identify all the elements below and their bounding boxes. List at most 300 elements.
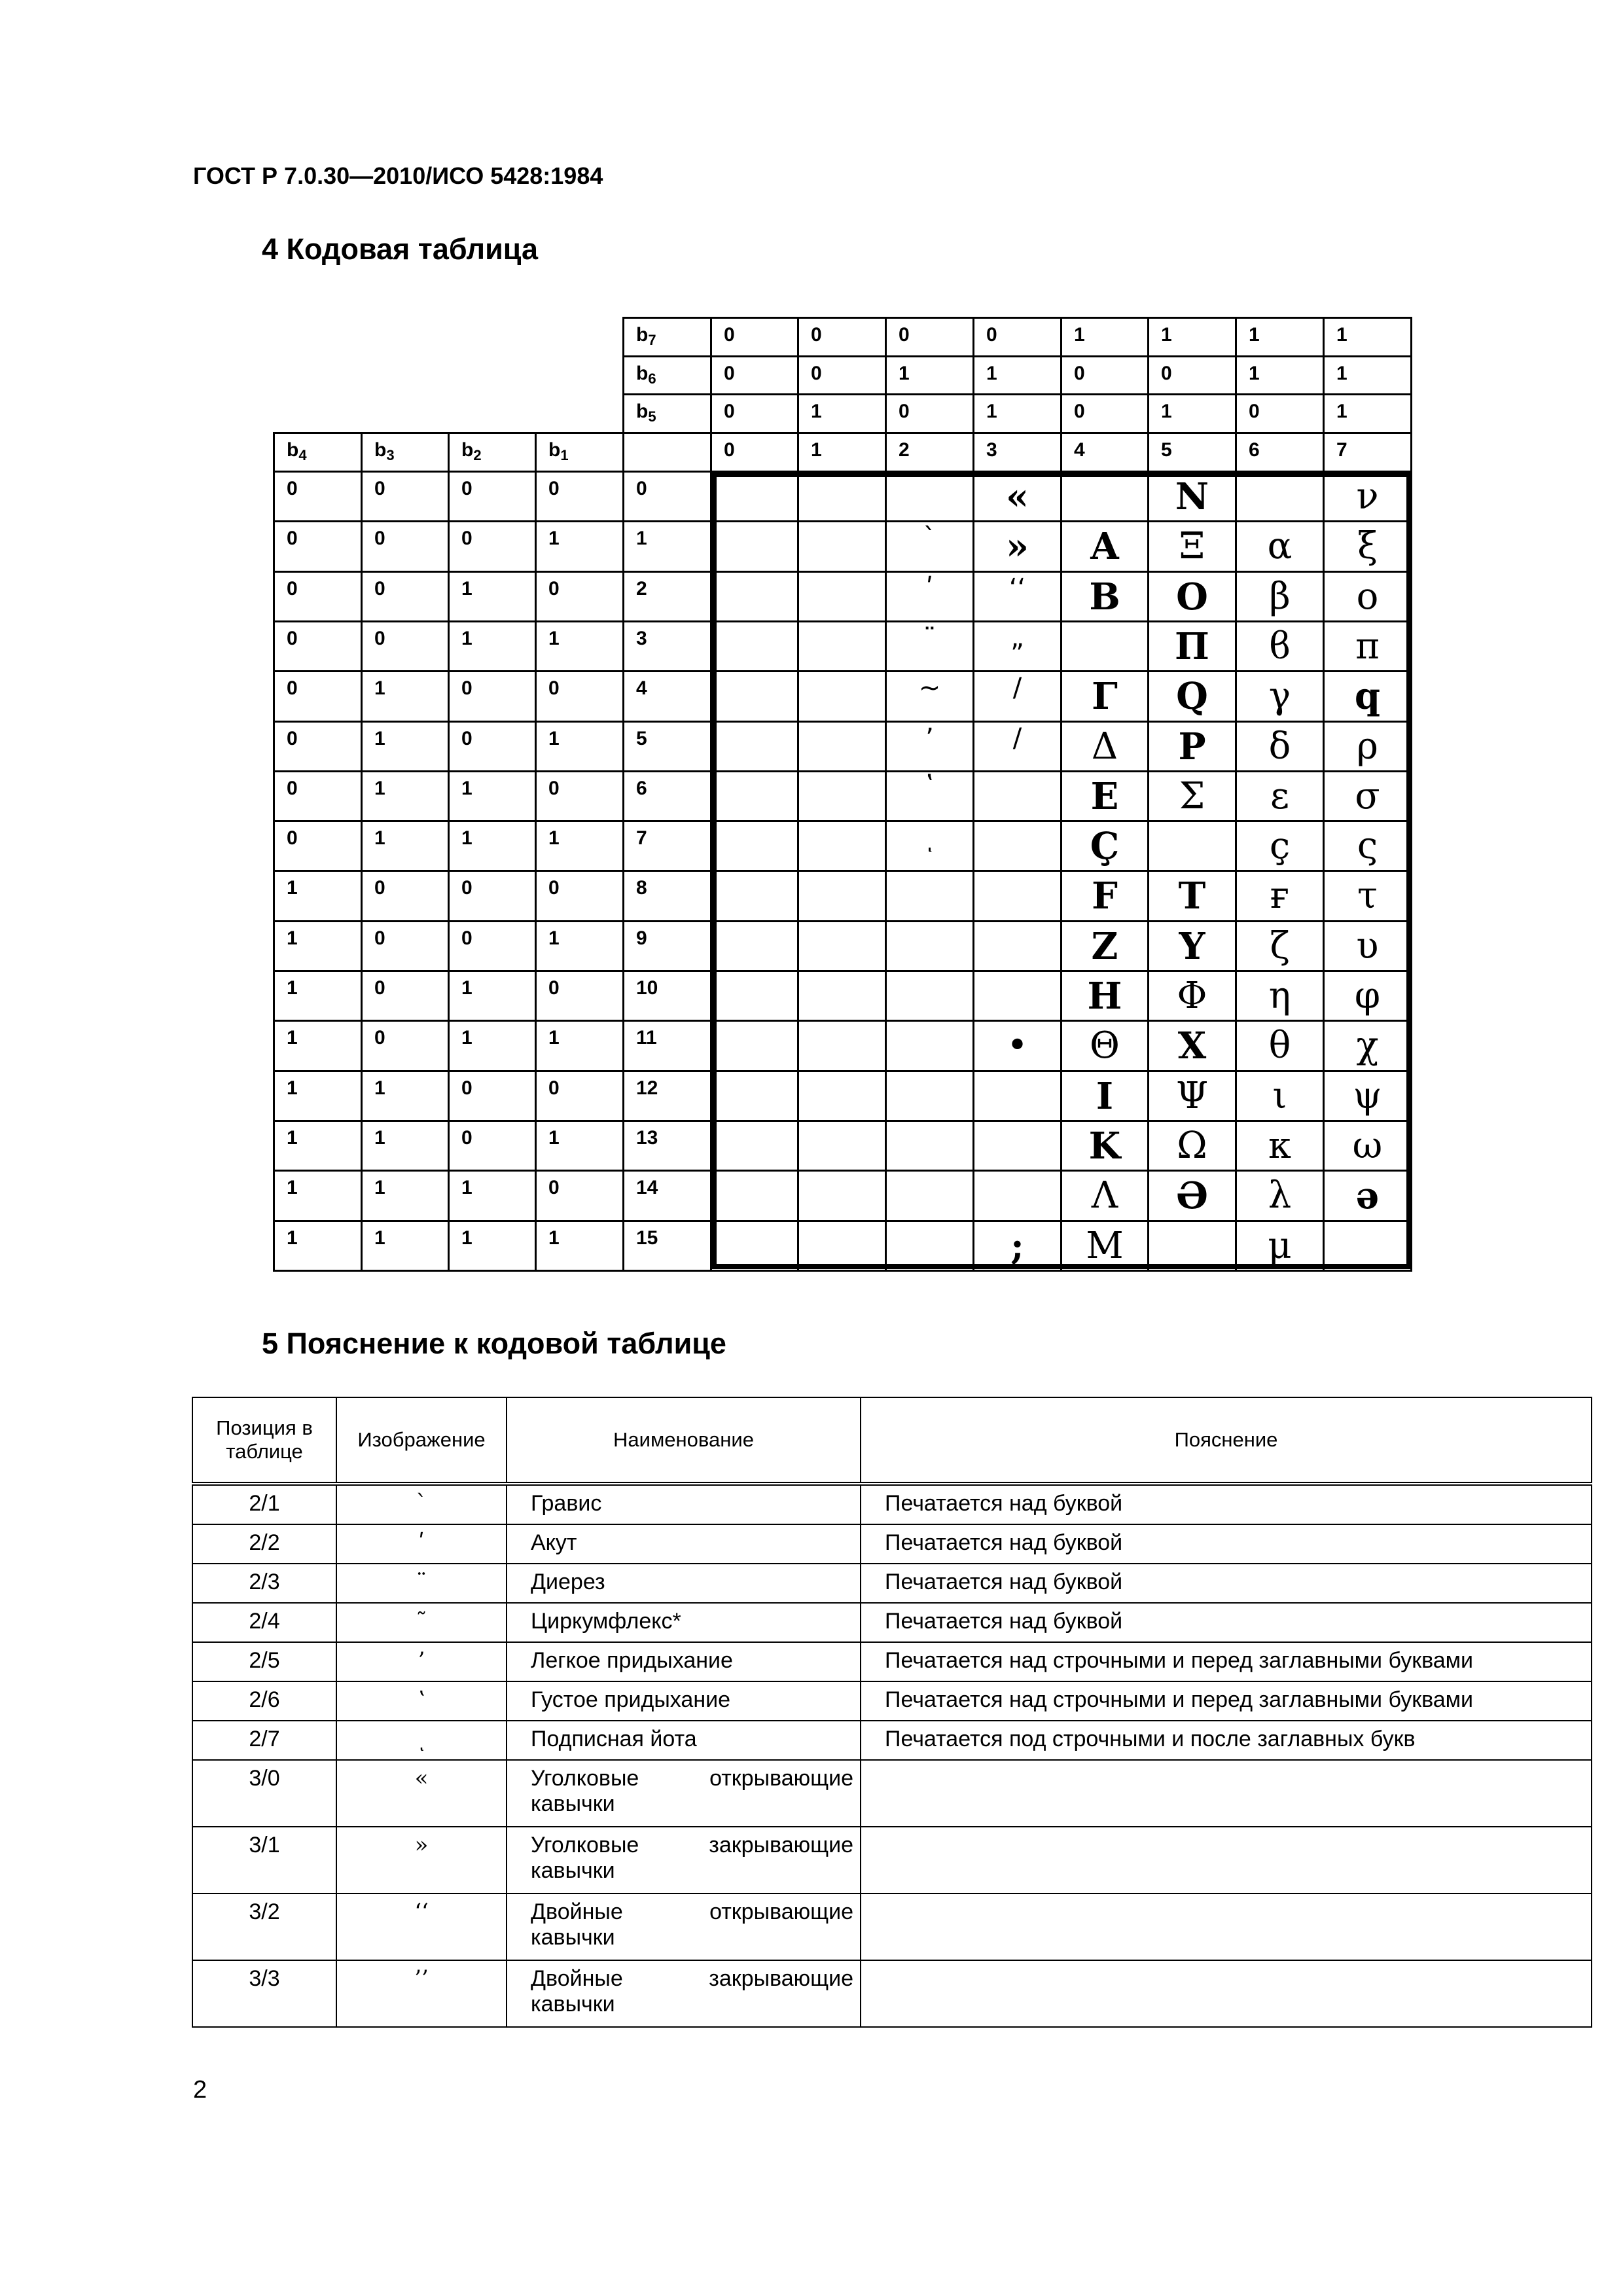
- row-bit: 1: [273, 920, 363, 972]
- glyph-cell: Λ: [1060, 1170, 1149, 1222]
- glyph-cell: λ: [1235, 1170, 1325, 1222]
- document-header: ГОСТ Р 7.0.30—2010/ИСО 5428:1984: [193, 162, 603, 189]
- position-cell: 2/6: [192, 1681, 336, 1721]
- name-cell: Акут: [507, 1524, 861, 1564]
- row-number: 13: [622, 1120, 712, 1172]
- empty-glyph-cell: [710, 920, 799, 972]
- empty-glyph-cell: [710, 721, 799, 772]
- glyph-cell: Ρ: [1147, 721, 1237, 772]
- header-explanation: Пояснение: [861, 1397, 1592, 1484]
- row-number: 2: [622, 571, 712, 622]
- row-number: 1: [622, 520, 712, 573]
- position-cell: 3/0: [192, 1760, 336, 1827]
- row-bit: 1: [361, 1220, 450, 1272]
- glyph-cell: Σ: [1147, 770, 1237, 822]
- table-row: [192, 1603, 1592, 1642]
- empty-glyph-cell: [972, 770, 1062, 822]
- empty-glyph-cell: [1060, 471, 1149, 522]
- glyph-cell: ’: [885, 721, 974, 772]
- row-bit: 0: [361, 571, 450, 622]
- image-cell: »: [336, 1827, 507, 1893]
- row-bit: 1: [361, 820, 450, 872]
- row-bit: 1: [361, 721, 450, 772]
- empty-glyph-cell: [710, 520, 799, 573]
- glyph-cell: Υ: [1147, 920, 1237, 972]
- glyph-cell: Τ: [1147, 870, 1237, 922]
- row-bit: 1: [361, 1170, 450, 1222]
- row-bit: 0: [535, 970, 624, 1022]
- image-cell: ¨: [336, 1564, 507, 1603]
- image-cell: ˜: [336, 1603, 507, 1642]
- row-bit: 1: [361, 670, 450, 723]
- bit-value: 0: [972, 317, 1062, 357]
- glyph-cell: Μ: [1060, 1220, 1149, 1272]
- row-bit: 0: [361, 1020, 450, 1072]
- table-row: [192, 1484, 1592, 1524]
- row-bit: 0: [535, 1070, 624, 1122]
- glyph-cell: ο: [1323, 571, 1412, 622]
- empty-glyph-cell: [797, 471, 887, 522]
- row-bit: 0: [448, 520, 537, 573]
- image-cell: ’: [336, 1642, 507, 1681]
- row-bit: 1: [535, 721, 624, 772]
- image-cell: ʽ: [336, 1681, 507, 1721]
- glyph-cell: Κ: [1060, 1120, 1149, 1172]
- glyph-cell: ζ: [1235, 920, 1325, 972]
- empty-glyph-cell: [972, 1070, 1062, 1122]
- empty-glyph-cell: [710, 970, 799, 1022]
- row-bit: 0: [361, 970, 450, 1022]
- row-bit: 0: [535, 770, 624, 822]
- bit-label-b7: $b_7$: [622, 317, 712, 357]
- empty-glyph-cell: [710, 1070, 799, 1122]
- row-bit: 1: [273, 970, 363, 1022]
- bit-value: 1: [972, 393, 1062, 434]
- empty-glyph-cell: [885, 970, 974, 1022]
- explanation-cell: Печатается над буквой: [861, 1603, 1592, 1642]
- row-bit: 1: [535, 1220, 624, 1272]
- row-bit: 1: [448, 1170, 537, 1222]
- row-bit: 0: [361, 920, 450, 972]
- glyph-cell: ς: [1323, 820, 1412, 872]
- glyph-cell: γ: [1235, 670, 1325, 723]
- empty-glyph-cell: [797, 1170, 887, 1222]
- position-cell: 3/1: [192, 1827, 336, 1893]
- glyph-cell: Ε: [1060, 770, 1149, 822]
- bit-value: 0: [710, 393, 799, 434]
- empty-glyph-cell: [797, 1120, 887, 1172]
- explanation-cell: [861, 1827, 1592, 1893]
- bit-value: 1: [1323, 355, 1412, 395]
- name-cell: Циркумфлекс*: [507, 1603, 861, 1642]
- row-bit: 0: [273, 620, 363, 672]
- table-row: [192, 1524, 1592, 1564]
- glyph-cell: Π: [1147, 620, 1237, 672]
- bit-value: 1: [797, 393, 887, 434]
- glyph-cell: π: [1323, 620, 1412, 672]
- row-bit: 1: [273, 1070, 363, 1122]
- glyph-cell: χ: [1323, 1020, 1412, 1072]
- bit-value: 0: [710, 355, 799, 395]
- table-row: [192, 1681, 1592, 1721]
- header-name: Наименование: [507, 1397, 861, 1484]
- table-row: [192, 1721, 1592, 1760]
- row-number: 4: [622, 670, 712, 723]
- empty-glyph-cell: [797, 870, 887, 922]
- glyph-cell: ¨: [885, 620, 974, 672]
- empty-glyph-cell: [885, 1120, 974, 1172]
- glyph-cell: ‘‘: [972, 571, 1062, 622]
- bit-value: 1: [1235, 317, 1325, 357]
- bit-value: 1: [1323, 317, 1412, 357]
- glyph-cell: ~: [885, 670, 974, 723]
- bit-value: 1: [1147, 393, 1237, 434]
- empty-glyph-cell: [972, 970, 1062, 1022]
- glyph-cell: μ: [1235, 1220, 1325, 1272]
- header-position: Позиция в таблице: [192, 1397, 336, 1484]
- row-bit: 0: [535, 870, 624, 922]
- bit-label-b2: $b_2$: [448, 432, 537, 473]
- empty-glyph-cell: [885, 471, 974, 522]
- row-bit: 1: [535, 1020, 624, 1072]
- glyph-cell: Φ: [1147, 970, 1237, 1022]
- row-bit: 1: [448, 1220, 537, 1272]
- name-cell: Диерез: [507, 1564, 861, 1603]
- glyph-cell: κ: [1235, 1120, 1325, 1172]
- empty-glyph-cell: [1147, 820, 1237, 872]
- explanation-cell: Печатается над строчными и перед заглавными буквами: [861, 1681, 1592, 1721]
- row-bit: 1: [361, 770, 450, 822]
- bit-value: 1: [1235, 355, 1325, 395]
- row-bit: 1: [273, 1020, 363, 1072]
- image-cell: ‘‘: [336, 1893, 507, 1960]
- bit-value: 0: [1235, 393, 1325, 434]
- glyph-cell: ʹ: [885, 571, 974, 622]
- glyph-cell: »: [972, 520, 1062, 573]
- position-cell: 2/4: [192, 1603, 336, 1642]
- row-bit: 1: [448, 1020, 537, 1072]
- glyph-cell: F: [1060, 870, 1149, 922]
- name-cell: Уголковые закрывающие кавычки: [507, 1827, 861, 1893]
- empty-glyph-cell: [972, 820, 1062, 872]
- page-number: 2: [193, 2076, 207, 2104]
- name-cell: Подписная йота: [507, 1721, 861, 1760]
- image-cell: ’’: [336, 1960, 507, 2027]
- explanation-cell: Печатается над буквой: [861, 1524, 1592, 1564]
- glyph-cell: φ: [1323, 970, 1412, 1022]
- row-bit: 0: [361, 620, 450, 672]
- explanation-cell: Печатается над буквой: [861, 1564, 1592, 1603]
- glyph-cell: /: [972, 670, 1062, 723]
- glyph-cell: Ο: [1147, 571, 1237, 622]
- row-number: 7: [622, 820, 712, 872]
- row-bit: 1: [535, 820, 624, 872]
- header-image: Изображение: [336, 1397, 507, 1484]
- glyph-cell: ʽ: [885, 770, 974, 822]
- empty-glyph-cell: [797, 1220, 887, 1272]
- glyph-cell: Ω: [1147, 1120, 1237, 1172]
- row-number: 15: [622, 1220, 712, 1272]
- empty-glyph-cell: [885, 1070, 974, 1122]
- explanation-cell: [861, 1893, 1592, 1960]
- table-row: [192, 1893, 1592, 1960]
- glyph-cell: ͺ: [885, 820, 974, 872]
- position-cell: 3/3: [192, 1960, 336, 2027]
- row-number: 10: [622, 970, 712, 1022]
- column-number: 2: [885, 432, 974, 473]
- glyph-cell: υ: [1323, 920, 1412, 972]
- row-bit: 0: [273, 471, 363, 522]
- explanation-cell: [861, 1760, 1592, 1827]
- row-bit: 1: [448, 970, 537, 1022]
- glyph-cell: Δ: [1060, 721, 1149, 772]
- empty-glyph-cell: [797, 1020, 887, 1072]
- position-cell: 3/2: [192, 1893, 336, 1960]
- explanation-cell: [861, 1960, 1592, 2027]
- bit-label-b6: $b_6$: [622, 355, 712, 395]
- row-bit: 0: [535, 670, 624, 723]
- row-bit: 1: [535, 1120, 624, 1172]
- glyph-cell: Θ: [1060, 1020, 1149, 1072]
- bit-value: 0: [885, 393, 974, 434]
- explanation-table-header: [192, 1397, 1592, 1484]
- empty-glyph-cell: [885, 920, 974, 972]
- row-number: 6: [622, 770, 712, 822]
- empty-glyph-cell: [710, 1120, 799, 1172]
- glyph-cell: /: [972, 721, 1062, 772]
- empty-glyph-cell: [972, 1170, 1062, 1222]
- empty-glyph-cell: [797, 920, 887, 972]
- row-bit: 0: [535, 1170, 624, 1222]
- glyph-cell: ε: [1235, 770, 1325, 822]
- bit-value: 0: [797, 317, 887, 357]
- bit-value: 1: [1147, 317, 1237, 357]
- glyph-cell: σ: [1323, 770, 1412, 822]
- column-number: 3: [972, 432, 1062, 473]
- position-cell: 2/1: [192, 1484, 336, 1524]
- glyph-cell: ρ: [1323, 721, 1412, 772]
- glyph-cell: δ: [1235, 721, 1325, 772]
- glyph-cell: `: [885, 520, 974, 573]
- glyph-cell: «: [972, 471, 1062, 522]
- bit-value: 1: [972, 355, 1062, 395]
- glyph-cell: ψ: [1323, 1070, 1412, 1122]
- empty-glyph-cell: [710, 1220, 799, 1272]
- column-number: 6: [1235, 432, 1325, 473]
- table-row: [192, 1642, 1592, 1681]
- empty-glyph-cell: [710, 620, 799, 672]
- empty-glyph-cell: [797, 820, 887, 872]
- glyph-cell: q: [1323, 670, 1412, 723]
- bit-label-b1: $b_1$: [535, 432, 624, 473]
- row-bit: 1: [448, 571, 537, 622]
- row-bit: 1: [361, 1120, 450, 1172]
- row-bit: 0: [448, 670, 537, 723]
- glyph-cell: ν: [1323, 471, 1412, 522]
- glyph-cell: Η: [1060, 970, 1149, 1022]
- glyph-cell: Q: [1147, 670, 1237, 723]
- explanation-cell: Печатается над буквой: [861, 1484, 1592, 1524]
- row-bit: 0: [448, 920, 537, 972]
- table-row: [192, 1760, 1592, 1827]
- position-cell: 2/3: [192, 1564, 336, 1603]
- empty-glyph-cell: [710, 670, 799, 723]
- row-bit: 1: [535, 620, 624, 672]
- glyph-cell: α: [1235, 520, 1325, 573]
- empty-glyph-cell: [885, 870, 974, 922]
- row-bit: 1: [448, 620, 537, 672]
- bit-value: 0: [710, 317, 799, 357]
- table-row: [192, 1960, 1592, 2027]
- glyph-cell: Ç: [1060, 820, 1149, 872]
- glyph-cell: ç: [1235, 820, 1325, 872]
- row-number: 0: [622, 471, 712, 522]
- glyph-cell: ω: [1323, 1120, 1412, 1172]
- glyph-cell: Ι: [1060, 1070, 1149, 1122]
- header-corner-cell: [622, 432, 712, 473]
- empty-glyph-cell: [710, 1170, 799, 1222]
- row-bit: 0: [361, 471, 450, 522]
- glyph-cell: Α: [1060, 520, 1149, 573]
- position-cell: 2/5: [192, 1642, 336, 1681]
- bit-label-b3: $b_3$: [361, 432, 450, 473]
- glyph-cell: Ψ: [1147, 1070, 1237, 1122]
- empty-glyph-cell: [972, 1120, 1062, 1172]
- section-4-title: 4 Кодовая таблица: [262, 232, 539, 266]
- bit-value: 0: [1060, 393, 1149, 434]
- row-number: 8: [622, 870, 712, 922]
- empty-glyph-cell: [710, 1020, 799, 1072]
- position-cell: 2/7: [192, 1721, 336, 1760]
- bit-label-b4: $b_4$: [273, 432, 363, 473]
- glyph-cell: Χ: [1147, 1020, 1237, 1072]
- empty-glyph-cell: [797, 620, 887, 672]
- empty-glyph-cell: [797, 770, 887, 822]
- image-cell: `: [336, 1484, 507, 1524]
- table-row: [192, 1827, 1592, 1893]
- name-cell: Уголковые открывающие кавычки: [507, 1760, 861, 1827]
- name-cell: Густое придыхание: [507, 1681, 861, 1721]
- empty-glyph-cell: [797, 670, 887, 723]
- row-bit: 0: [448, 1120, 537, 1172]
- empty-glyph-cell: [710, 870, 799, 922]
- empty-glyph-cell: [710, 770, 799, 822]
- image-cell: ͺ: [336, 1721, 507, 1760]
- row-bit: 0: [273, 770, 363, 822]
- row-number: 3: [622, 620, 712, 672]
- column-number: 1: [797, 432, 887, 473]
- row-bit: 0: [448, 721, 537, 772]
- explanation-table: [192, 1397, 1592, 2028]
- empty-glyph-cell: [972, 870, 1062, 922]
- row-bit: 1: [535, 520, 624, 573]
- bit-value: 1: [1060, 317, 1149, 357]
- glyph-cell: Ξ: [1147, 520, 1237, 573]
- bit-value: 1: [885, 355, 974, 395]
- name-cell: Гравис: [507, 1484, 861, 1524]
- row-bit: 0: [535, 571, 624, 622]
- bit-value: 0: [1060, 355, 1149, 395]
- row-bit: 0: [273, 820, 363, 872]
- empty-glyph-cell: [710, 571, 799, 622]
- glyph-cell: N: [1147, 471, 1237, 522]
- row-number: 5: [622, 721, 712, 772]
- row-bit: 1: [273, 1220, 363, 1272]
- image-cell: «: [336, 1760, 507, 1827]
- row-bit: 1: [448, 820, 537, 872]
- row-bit: 0: [361, 870, 450, 922]
- empty-glyph-cell: [797, 571, 887, 622]
- glyph-cell: ғ: [1235, 870, 1325, 922]
- empty-glyph-cell: [1147, 1220, 1237, 1272]
- bit-value: 1: [1323, 393, 1412, 434]
- row-number: 14: [622, 1170, 712, 1222]
- glyph-cell: Γ: [1060, 670, 1149, 723]
- glyph-cell: ə: [1323, 1170, 1412, 1222]
- glyph-cell: „: [972, 620, 1062, 672]
- column-number: 4: [1060, 432, 1149, 473]
- glyph-cell: Β: [1060, 571, 1149, 622]
- column-number: 5: [1147, 432, 1237, 473]
- row-number: 11: [622, 1020, 712, 1072]
- empty-glyph-cell: [1323, 1220, 1412, 1272]
- row-bit: 0: [361, 520, 450, 573]
- explanation-cell: Печатается под строчными и после заглавных букв: [861, 1721, 1592, 1760]
- empty-glyph-cell: [1060, 620, 1149, 672]
- column-number: 7: [1323, 432, 1412, 473]
- name-cell: Легкое придыхание: [507, 1642, 861, 1681]
- row-bit: 0: [273, 520, 363, 573]
- empty-glyph-cell: [1235, 471, 1325, 522]
- row-number: 9: [622, 920, 712, 972]
- row-bit: 1: [273, 1120, 363, 1172]
- empty-glyph-cell: [885, 1220, 974, 1272]
- empty-glyph-cell: [797, 520, 887, 573]
- row-bit: 1: [535, 920, 624, 972]
- position-cell: 2/2: [192, 1524, 336, 1564]
- explanation-cell: Печатается над строчными и перед заглавными буквами: [861, 1642, 1592, 1681]
- section-5-title: 5 Пояснение к кодовой таблице: [262, 1327, 726, 1360]
- table-row: [192, 1564, 1592, 1603]
- name-cell: Двойные открывающие кавычки: [507, 1893, 861, 1960]
- empty-glyph-cell: [797, 970, 887, 1022]
- row-bit: 1: [448, 770, 537, 822]
- glyph-cell: •: [972, 1020, 1062, 1072]
- glyph-cell: β: [1235, 571, 1325, 622]
- image-cell: ʹ: [336, 1524, 507, 1564]
- row-bit: 0: [448, 1070, 537, 1122]
- row-bit: 1: [273, 870, 363, 922]
- empty-glyph-cell: [797, 721, 887, 772]
- row-bit: 0: [448, 471, 537, 522]
- glyph-cell: τ: [1323, 870, 1412, 922]
- glyph-cell: ϐ: [1235, 620, 1325, 672]
- glyph-cell: ξ: [1323, 520, 1412, 573]
- glyph-cell: η: [1235, 970, 1325, 1022]
- glyph-cell: ;: [972, 1220, 1062, 1272]
- row-bit: 0: [535, 471, 624, 522]
- column-number: 0: [710, 432, 799, 473]
- bit-value: 0: [885, 317, 974, 357]
- row-bit: 0: [273, 670, 363, 723]
- bit-label-b5: $b_5$: [622, 393, 712, 434]
- bit-value: 0: [1147, 355, 1237, 395]
- row-bit: 0: [273, 721, 363, 772]
- empty-glyph-cell: [972, 920, 1062, 972]
- row-bit: 0: [273, 571, 363, 622]
- glyph-cell: Ə: [1147, 1170, 1237, 1222]
- row-bit: 1: [361, 1070, 450, 1122]
